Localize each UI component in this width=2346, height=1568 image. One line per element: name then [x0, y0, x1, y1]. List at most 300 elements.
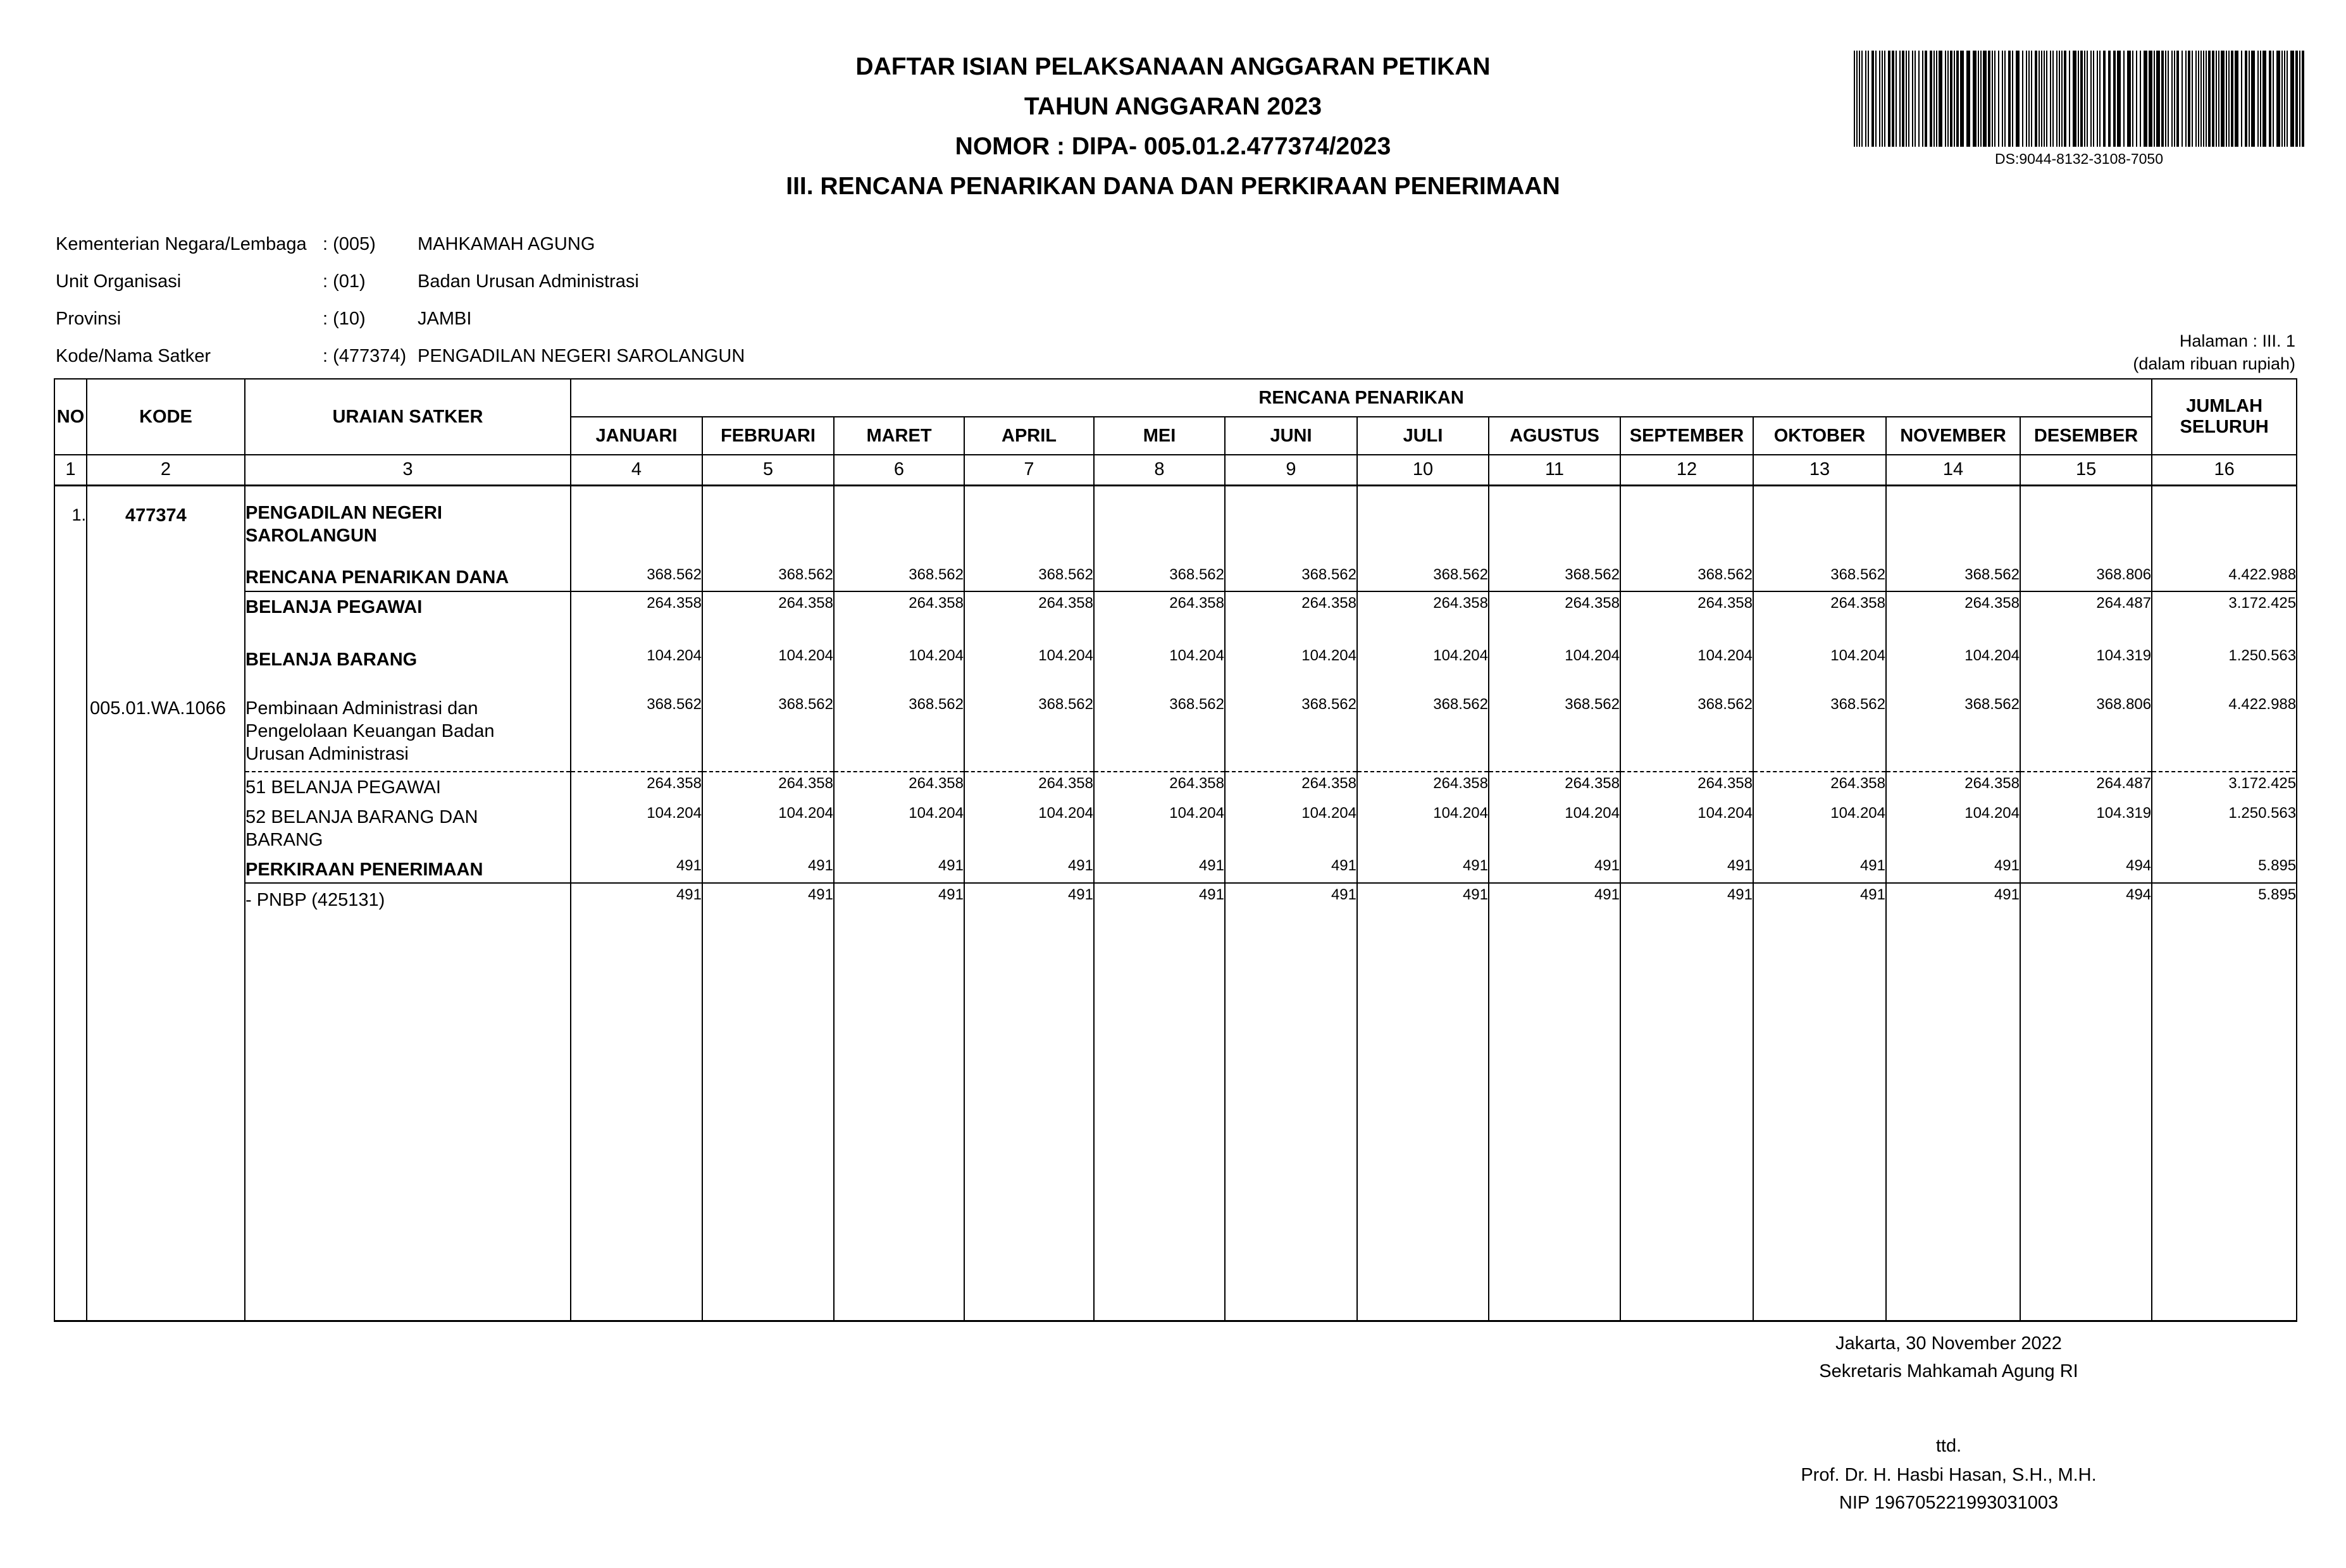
col-no-header: NO — [54, 379, 87, 455]
cell-month-value: 264.358 — [1094, 772, 1225, 803]
barcode-image — [1854, 51, 2304, 147]
barcode-bar — [2127, 51, 2131, 147]
cell-month-value: 494 — [2020, 855, 2152, 883]
cell-month-value: 264.487 — [2020, 772, 2152, 803]
barcode-bar — [2028, 51, 2030, 147]
cell-month-value: 104.204 — [1225, 645, 1357, 693]
barcode-bar — [2226, 51, 2227, 147]
barcode-bar — [1899, 51, 1901, 147]
barcode-bar — [2245, 51, 2247, 147]
barcode-bar — [2192, 51, 2193, 147]
signature-place-date: Jakarta, 30 November 2022 — [1835, 1333, 2062, 1354]
table-row — [54, 591, 2297, 645]
col-month-header: JUNI — [1225, 417, 1357, 455]
cell-month-value: 368.562 — [1357, 693, 1489, 771]
row-no — [54, 855, 87, 883]
cell-month-value: 491 — [702, 855, 834, 883]
barcode-bar — [2165, 51, 2166, 147]
cell-month-value: 368.562 — [571, 562, 702, 591]
barcode-bar — [2281, 51, 2283, 147]
cell-month-value: 104.204 — [1886, 802, 2020, 854]
barcode-bar — [2144, 51, 2147, 147]
row-no — [54, 693, 87, 771]
cell-month-value: 491 — [1225, 855, 1357, 883]
column-number: 6 — [834, 455, 964, 485]
column-number: 10 — [1357, 455, 1489, 485]
barcode-bar — [2103, 51, 2106, 147]
column-number: 8 — [1094, 455, 1225, 485]
cell-month-value: 264.358 — [1753, 772, 1886, 803]
row-kode — [87, 883, 245, 1321]
col-kode-header: KODE — [87, 379, 245, 455]
barcode-bar — [2295, 51, 2298, 147]
cell-month-value: 491 — [1357, 855, 1489, 883]
cell-month-value: 491 — [1225, 883, 1357, 1321]
cell-jumlah: 5.895 — [2152, 883, 2297, 1321]
doc-section: III. RENCANA PENARIKAN DANA DAN PERKIRAAN PENERIMAAN — [786, 173, 1560, 200]
barcode-bar — [2251, 51, 2255, 147]
info-label-satker: Kode/Nama Satker — [56, 346, 211, 366]
barcode-bar — [1945, 51, 1946, 147]
column-number: 4 — [571, 455, 702, 485]
cell-month-value: 491 — [834, 855, 964, 883]
barcode-bar — [2113, 51, 2116, 147]
barcode-bar — [2059, 51, 2060, 147]
cell-month-value: 491 — [1094, 883, 1225, 1321]
cell-month-value: 104.204 — [702, 802, 834, 854]
cell-jumlah: 4.422.988 — [2152, 693, 2297, 771]
table-row — [54, 645, 2297, 693]
barcode-bar — [1918, 51, 1920, 147]
barcode-bar — [1882, 51, 1883, 147]
barcode-bar — [2117, 51, 2121, 147]
info-code-kementerian: : (005) — [323, 234, 376, 254]
barcode-bar — [2302, 51, 2304, 147]
barcode-bar — [2212, 51, 2214, 147]
cell-jumlah: 3.172.425 — [2152, 591, 2297, 645]
barcode-bar — [1861, 51, 1863, 147]
barcode-bar — [1915, 51, 1916, 147]
table-row — [54, 562, 2297, 591]
cell-month-value: 368.562 — [702, 693, 834, 771]
info-code-unit: : (01) — [323, 271, 366, 292]
barcode-bar — [1973, 51, 1977, 147]
cell-month-value: 491 — [1886, 855, 2020, 883]
cell-month-value — [1620, 485, 1753, 562]
table-row — [54, 485, 2297, 562]
barcode-bar — [2035, 51, 2037, 147]
cell-jumlah — [2152, 485, 2297, 562]
row-no — [54, 645, 87, 693]
row-uraian: BELANJA PEGAWAI — [245, 591, 571, 645]
barcode-bar — [1998, 51, 1999, 147]
barcode-bar — [1980, 51, 1982, 147]
col-month-header: OKTOBER — [1753, 417, 1886, 455]
doc-title: DAFTAR ISIAN PELAKSANAAN ANGGARAN PETIKAN — [855, 53, 1491, 80]
barcode-bar — [2022, 51, 2023, 147]
signature-nip: NIP 196705221993031003 — [1839, 1493, 2059, 1513]
barcode-bar — [2061, 51, 2063, 147]
barcode-bar — [1892, 51, 1894, 147]
cell-month-value: 264.358 — [964, 591, 1094, 645]
cell-jumlah: 5.895 — [2152, 855, 2297, 883]
barcode-bar — [2026, 51, 2027, 147]
cell-month-value: 104.204 — [1357, 802, 1489, 854]
barcode-bar — [2168, 51, 2169, 147]
col-month-header: DESEMBER — [2020, 417, 2152, 455]
cell-month-value: 491 — [1357, 883, 1489, 1321]
cell-month-value: 491 — [702, 883, 834, 1321]
cell-month-value: 368.562 — [702, 562, 834, 591]
barcode-bar — [1868, 51, 1869, 147]
barcode-bar — [2260, 51, 2261, 147]
signature-name: Prof. Dr. H. Hasbi Hasan, S.H., M.H. — [1801, 1465, 2097, 1485]
cell-month-value: 264.358 — [1225, 591, 1357, 645]
barcode-bar — [2176, 51, 2179, 147]
column-number: 2 — [87, 455, 245, 485]
row-uraian: 51 BELANJA PEGAWAI — [245, 772, 571, 803]
barcode-bar — [2218, 51, 2219, 147]
barcode-bar — [2073, 51, 2076, 147]
barcode-bar — [2064, 51, 2066, 147]
row-uraian: - PNBP (425131) — [245, 883, 571, 1321]
barcode-bar — [2050, 51, 2051, 147]
row-kode: 005.01.WA.1066 — [87, 693, 245, 771]
cell-month-value: 368.562 — [834, 562, 964, 591]
cell-month-value: 491 — [834, 883, 964, 1321]
barcode-bar — [2154, 51, 2155, 147]
col-month-header: AGUSTUS — [1489, 417, 1620, 455]
cell-month-value: 264.358 — [1094, 591, 1225, 645]
barcode-bar — [1956, 51, 1959, 147]
cell-month-value: 104.204 — [1094, 802, 1225, 854]
cell-month-value: 264.358 — [1225, 772, 1357, 803]
doc-year: TAHUN ANGGARAN 2023 — [1024, 93, 1322, 120]
col-month-header: APRIL — [964, 417, 1094, 455]
barcode-bar — [2039, 51, 2040, 147]
barcode-bar — [1854, 51, 1855, 147]
table-row — [54, 855, 2297, 883]
info-code-satker: : (477374) — [323, 346, 407, 366]
barcode-bar — [2099, 51, 2101, 147]
barcode-bar — [2273, 51, 2274, 147]
doc-number: NOMOR : DIPA- 005.01.2.477374/2023 — [955, 133, 1391, 160]
cell-month-value: 368.806 — [2020, 562, 2152, 591]
cell-month-value — [1357, 485, 1489, 562]
row-kode: 477374 — [87, 485, 245, 562]
barcode-bar — [2136, 51, 2137, 147]
cell-jumlah: 4.422.988 — [2152, 562, 2297, 591]
cell-month-value: 491 — [1753, 883, 1886, 1321]
rencana-penarikan-table — [54, 378, 2297, 1322]
barcode-bar — [1925, 51, 1927, 147]
cell-month-value: 104.204 — [1886, 645, 2020, 693]
barcode-bar — [2290, 51, 2294, 147]
barcode-bar — [1947, 51, 1949, 147]
col-month-header: FEBRUARI — [702, 417, 834, 455]
column-number: 5 — [702, 455, 834, 485]
info-value-provinsi: JAMBI — [418, 309, 472, 329]
cell-month-value: 491 — [1620, 883, 1753, 1321]
barcode-bar — [2084, 51, 2085, 147]
row-uraian: RENCANA PENARIKAN DANA — [245, 562, 571, 591]
col-month-header: JULI — [1357, 417, 1489, 455]
cell-month-value: 264.358 — [1753, 591, 1886, 645]
row-uraian: PERKIRAAN PENERIMAAN — [245, 855, 571, 883]
barcode-bar — [2185, 51, 2187, 147]
row-kode — [87, 802, 245, 854]
cell-month-value: 368.562 — [1620, 562, 1753, 591]
barcode-bar — [2004, 51, 2006, 147]
row-no — [54, 772, 87, 803]
barcode-bar — [1875, 51, 1877, 147]
column-number: 7 — [964, 455, 1094, 485]
barcode-bar — [1983, 51, 1987, 147]
table-row — [54, 883, 2297, 1321]
col-month-header: NOVEMBER — [1886, 417, 2020, 455]
barcode-bar — [2008, 51, 2011, 147]
barcode-bar — [2156, 51, 2160, 147]
table-row — [54, 693, 2297, 771]
col-month-header: JANUARI — [571, 417, 702, 455]
barcode-bar — [1859, 51, 1860, 147]
col-uraian-header: URAIAN SATKER — [245, 379, 571, 455]
barcode-bar — [2269, 51, 2271, 147]
barcode-bar — [1960, 51, 1964, 147]
cell-month-value: 104.204 — [1753, 645, 1886, 693]
cell-month-value: 494 — [2020, 883, 2152, 1321]
cell-month-value: 104.204 — [834, 645, 964, 693]
barcode-bar — [1856, 51, 1858, 147]
cell-month-value: 104.204 — [1357, 645, 1489, 693]
cell-month-value: 491 — [1094, 855, 1225, 883]
barcode-bar — [2052, 51, 2054, 147]
barcode-bar — [2262, 51, 2266, 147]
cell-month-value: 368.562 — [1489, 562, 1620, 591]
barcode-bar — [2216, 51, 2217, 147]
info-label-provinsi: Provinsi — [56, 309, 121, 329]
col-month-header: MEI — [1094, 417, 1225, 455]
cell-month-value: 264.358 — [964, 772, 1094, 803]
barcode-bar — [1978, 51, 1979, 147]
cell-month-value: 491 — [1886, 883, 2020, 1321]
barcode-bar — [2171, 51, 2173, 147]
barcode-bar — [1933, 51, 1935, 147]
barcode-bar — [2188, 51, 2190, 147]
cell-month-value: 368.562 — [1886, 562, 2020, 591]
cell-month-value: 368.806 — [2020, 693, 2152, 771]
barcode-bar — [2149, 51, 2152, 147]
barcode-bar — [2097, 51, 2098, 147]
cell-month-value: 368.562 — [1094, 562, 1225, 591]
barcode-bar — [2174, 51, 2175, 147]
barcode-bar — [2284, 51, 2285, 147]
barcode-bar — [2200, 51, 2202, 147]
barcode-bar — [2287, 51, 2288, 147]
col-jumlah-header: JUMLAH SELURUH — [2152, 379, 2297, 455]
cell-month-value: 491 — [1489, 855, 1620, 883]
barcode-bar — [1994, 51, 1995, 147]
barcode-bar — [2123, 51, 2125, 147]
col-month-header: SEPTEMBER — [1620, 417, 1753, 455]
barcode-bar — [2182, 51, 2183, 147]
barcode-bar — [2208, 51, 2211, 147]
column-number: 15 — [2020, 455, 2152, 485]
row-kode — [87, 645, 245, 693]
cell-month-value: 491 — [964, 855, 1094, 883]
barcode-bar — [2195, 51, 2197, 147]
barcode-bar — [1950, 51, 1952, 147]
barcode-bar — [2046, 51, 2047, 147]
row-uraian: Pembinaan Administrasi dan Pengelolaan Keuangan Badan Urusan Administrasi — [245, 693, 571, 771]
column-number: 1 — [54, 455, 87, 485]
cell-month-value: 368.562 — [1489, 693, 1620, 771]
barcode-bar — [2276, 51, 2280, 147]
barcode-bar — [1922, 51, 1923, 147]
row-no — [54, 591, 87, 645]
cell-month-value: 104.319 — [2020, 645, 2152, 693]
cell-month-value — [1225, 485, 1357, 562]
cell-month-value: 368.562 — [964, 693, 1094, 771]
barcode-bar — [2078, 51, 2079, 147]
cell-month-value — [702, 485, 834, 562]
barcode-bar — [1884, 51, 1885, 147]
row-kode — [87, 855, 245, 883]
cell-month-value: 264.358 — [1620, 591, 1753, 645]
barcode-bar — [2235, 51, 2238, 147]
cell-month-value — [1886, 485, 2020, 562]
column-number: 11 — [1489, 455, 1620, 485]
barcode-bar — [1865, 51, 1866, 147]
barcode-bar — [2012, 51, 2013, 147]
cell-jumlah: 1.250.563 — [2152, 802, 2297, 854]
cell-month-value — [834, 485, 964, 562]
cell-month-value — [1094, 485, 1225, 562]
barcode-bar — [2080, 51, 2083, 147]
signature-ttd: ttd. — [1935, 1436, 1962, 1456]
cell-month-value: 368.562 — [834, 693, 964, 771]
barcode-bar — [2221, 51, 2225, 147]
row-no — [54, 562, 87, 591]
cell-month-value: 104.204 — [1094, 645, 1225, 693]
cell-month-value: 368.562 — [571, 693, 702, 771]
barcode-bar — [1908, 51, 1909, 147]
barcode-bar — [1966, 51, 1970, 147]
cell-month-value: 104.204 — [1753, 802, 1886, 854]
barcode-bar — [1906, 51, 1907, 147]
barcode-bar — [1930, 51, 1932, 147]
cell-month-value — [571, 485, 702, 562]
row-kode — [87, 591, 245, 645]
barcode-bar — [2140, 51, 2141, 147]
barcode-bar — [2002, 51, 2003, 147]
cell-month-value: 264.358 — [1886, 591, 2020, 645]
cell-month-value: 491 — [1753, 855, 1886, 883]
cell-month-value: 104.319 — [2020, 802, 2152, 854]
cell-month-value: 368.562 — [1225, 693, 1357, 771]
barcode-bar — [2093, 51, 2094, 147]
barcode-bar — [1939, 51, 1942, 147]
info-value-unit: Badan Urusan Administrasi — [418, 271, 639, 292]
info-value-kementerian: MAHKAMAH AGUNG — [418, 234, 595, 254]
cell-month-value: 264.358 — [1620, 772, 1753, 803]
cell-jumlah: 3.172.425 — [2152, 772, 2297, 803]
barcode-bar — [2241, 51, 2242, 147]
cell-jumlah: 1.250.563 — [2152, 645, 2297, 693]
cell-month-value: 104.204 — [1489, 802, 1620, 854]
barcode-bar — [1888, 51, 1890, 147]
col-month-header: MARET — [834, 417, 964, 455]
cell-month-value: 368.562 — [1753, 562, 1886, 591]
cell-month-value: 491 — [1620, 855, 1753, 883]
signature-position: Sekretaris Mahkamah Agung RI — [1819, 1361, 2078, 1381]
barcode-bar — [1912, 51, 1913, 147]
cell-month-value: 104.204 — [964, 802, 1094, 854]
cell-month-value: 368.562 — [1886, 693, 2020, 771]
barcode-bar — [1871, 51, 1874, 147]
barcode-bar — [2087, 51, 2088, 147]
row-kode — [87, 562, 245, 591]
cell-month-value: 368.562 — [1225, 562, 1357, 591]
barcode-bar — [1988, 51, 1990, 147]
cell-month-value — [964, 485, 1094, 562]
cell-month-value: 368.562 — [1094, 693, 1225, 771]
barcode-bar — [2198, 51, 2199, 147]
barcode-bar — [2228, 51, 2230, 147]
barcode-bar — [2299, 51, 2300, 147]
barcode-bar — [2206, 51, 2207, 147]
row-no — [54, 802, 87, 854]
cell-month-value: 368.562 — [964, 562, 1094, 591]
barcode-bar — [2203, 51, 2204, 147]
barcode-bar — [1879, 51, 1880, 147]
barcode-bar — [2108, 51, 2111, 147]
cell-month-value: 264.358 — [571, 591, 702, 645]
currency-unit-note: (dalam ribuan rupiah) — [2133, 354, 2295, 373]
column-number: 14 — [1886, 455, 2020, 485]
table-row — [54, 802, 2297, 854]
cell-month-value: 368.562 — [1753, 693, 1886, 771]
row-no: 1. — [54, 485, 87, 562]
cell-month-value: 264.487 — [2020, 591, 2152, 645]
barcode-bar — [1992, 51, 1993, 147]
cell-month-value — [1753, 485, 1886, 562]
barcode-bar — [2056, 51, 2057, 147]
barcode-bar — [2249, 51, 2250, 147]
barcode-bar — [1954, 51, 1955, 147]
cell-month-value — [1489, 485, 1620, 562]
info-code-provinsi: : (10) — [323, 309, 366, 329]
col-rencana-header: RENCANA PENARIKAN — [571, 379, 2152, 417]
barcode-bar — [1896, 51, 1897, 147]
row-uraian: PENGADILAN NEGERI SAROLANGUN — [245, 485, 571, 562]
cell-month-value: 104.204 — [702, 645, 834, 693]
cell-month-value: 104.204 — [964, 645, 1094, 693]
cell-month-value: 104.204 — [834, 802, 964, 854]
cell-month-value: 264.358 — [1357, 772, 1489, 803]
column-number: 3 — [245, 455, 571, 485]
barcode-bar — [2031, 51, 2032, 147]
barcode-bar — [2132, 51, 2133, 147]
cell-month-value: 264.358 — [1489, 772, 1620, 803]
cell-month-value: 264.358 — [702, 591, 834, 645]
cell-month-value: 491 — [571, 883, 702, 1321]
row-no — [54, 883, 87, 1321]
page-number: Halaman : III. 1 — [2179, 331, 2295, 350]
barcode-bar — [2044, 51, 2045, 147]
cell-month-value: 264.358 — [1489, 591, 1620, 645]
cell-month-value: 368.562 — [1357, 562, 1489, 591]
